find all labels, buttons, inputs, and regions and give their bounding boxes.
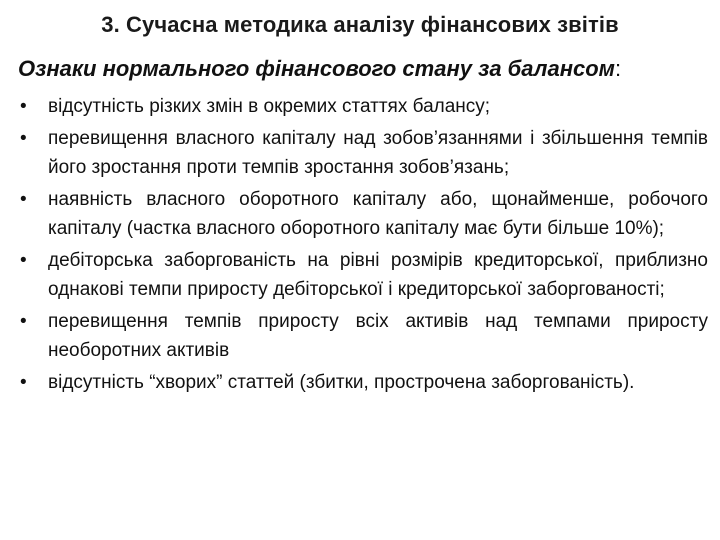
bullet-item: • дебіторська заборгованість на рівні розмірів кредиторської, приблизно однакові темпи приросту дебіторської і кредиторської заборгованості; [18,246,708,304]
slide-subtitle [18,56,708,82]
bullet-item: • наявність власного оборотного капіталу або, щонайменше, робочого капіталу (частка власного оборотного капіталу має бути більше 10%); [18,185,708,243]
subtitle-text: Ознаки нормального фінансового стану за балансом [18,56,615,81]
bullet-list [18,92,708,400]
bullet-item: • відсутність різких змін в окремих статтях балансу; [18,92,708,121]
bullet-item: • перевищення власного капіталу над зобов’язаннями і збільшення темпів його зростання проти темпів зростання зобов’язань; [18,124,708,182]
bullet-item: • відсутність “хворих” статтей (збитки, прострочена заборгованість). [18,368,708,397]
bullet-item: • перевищення темпів приросту всіх активів над темпами приросту необоротних активів [18,307,708,365]
slide-title: 3. Сучасна методика аналізу фінансових звітів [101,12,619,37]
subtitle-colon: : [614,56,622,81]
